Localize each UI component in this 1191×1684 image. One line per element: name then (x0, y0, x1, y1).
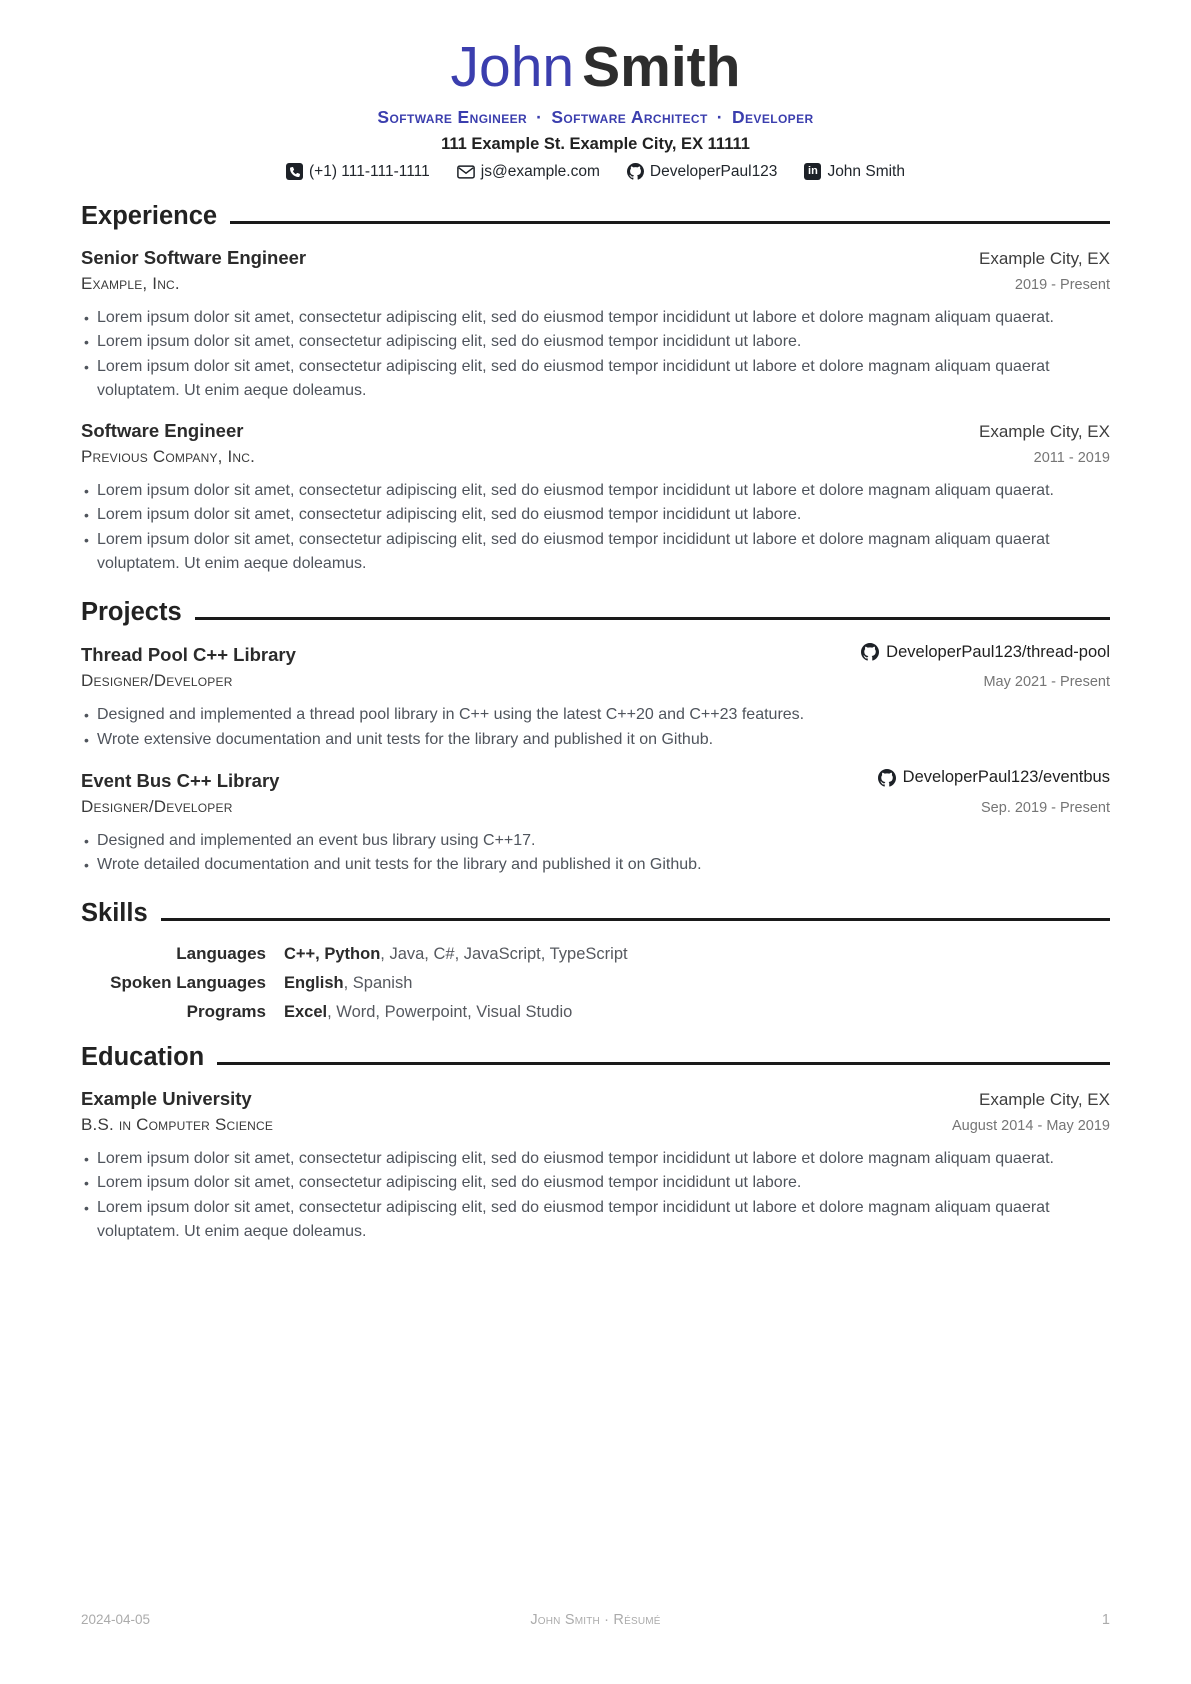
section-projects (81, 598, 1110, 878)
project-entry (81, 768, 1110, 878)
bullet-item: • Lorem ipsum dolor sit amet, consectetur adipiscing elit, sed do eiusmod tempor incididunt ut labore et dolore magnam aliquam quaerat. (81, 306, 1110, 331)
bullet-item: • Lorem ipsum dolor sit amet, consectetur adipiscing elit, sed do eiusmod tempor incididunt ut labore. (81, 503, 1110, 528)
job-title: Software Architect (551, 106, 708, 127)
experience-entry (81, 420, 1110, 577)
project-role: Designer/Developer (81, 796, 233, 816)
bullet-item: • Designed and implemented an event bus library using C++17. (81, 829, 1110, 854)
github-username: DeveloperPaul123 (649, 162, 778, 180)
project-repo-link[interactable] (861, 643, 1110, 662)
job-dates: 2019 - Present (1014, 276, 1110, 293)
email-address: js@example.com (480, 162, 600, 180)
job-bullets (81, 306, 1110, 404)
experience-entry (81, 247, 1110, 404)
section-education (81, 1043, 1110, 1245)
company-name: Previous Company, Inc. (81, 446, 256, 466)
job-dates: 2011 - 2019 (1033, 449, 1110, 466)
phone-number: (+1) 111-111-1111 (309, 162, 430, 180)
title-separator: · (536, 106, 543, 127)
contact-row (81, 163, 1110, 181)
section-title-education: Education (81, 1042, 205, 1071)
education-dates: August 2014 - May 2019 (952, 1117, 1110, 1134)
degree: B.S. in Computer Science (81, 1114, 274, 1134)
page-footer (81, 1612, 1110, 1628)
github-icon (861, 643, 879, 661)
linkedin-profile-link[interactable] (804, 163, 905, 181)
section-title-skills: Skills (81, 898, 148, 927)
repo-path: DeveloperPaul123/thread-pool (886, 642, 1110, 661)
job-role: Software Engineer (81, 419, 244, 441)
bullet-item: • Lorem ipsum dolor sit amet, consectetur adipiscing elit, sed do eiusmod tempor incididunt ut labore et dolore magnam aliquam quaerat voluptatem. Ut enim aeque doleamus. (81, 528, 1110, 577)
github-icon (878, 769, 896, 787)
bullet-item: • Lorem ipsum dolor sit amet, consectetur adipiscing elit, sed do eiusmod tempor incididunt ut labore. (81, 1171, 1110, 1196)
first-name: John (450, 35, 575, 99)
skill-category: Spoken Languages (110, 972, 266, 992)
footer-page-number: 1 (1101, 1612, 1110, 1628)
skill-row (81, 944, 1110, 964)
footer-title: John Smith · Résumé (530, 1612, 661, 1628)
skill-category: Languages (176, 943, 266, 963)
bullet-item: • Lorem ipsum dolor sit amet, consectetur adipiscing elit, sed do eiusmod tempor incididunt ut labore et dolore magnam aliquam quaerat voluptatem. Ut enim aeque doleamus. (81, 355, 1110, 404)
section-rule (217, 1062, 1110, 1065)
bullet-item: • Designed and implemented a thread pool library in C++ using the latest C++20 and C++23 features. (81, 703, 1110, 728)
footer-date: 2024-04-05 (81, 1612, 151, 1627)
project-role: Designer/Developer (81, 671, 233, 691)
project-name: Event Bus C++ Library (81, 769, 280, 791)
job-location: Example City, EX (978, 248, 1110, 268)
project-repo-link[interactable] (878, 768, 1110, 787)
section-skills (81, 899, 1110, 1022)
education-entry (81, 1088, 1110, 1245)
bullet-item: • Wrote detailed documentation and unit tests for the library and published it on Github. (81, 853, 1110, 878)
bullet-item: • Wrote extensive documentation and unit tests for the library and published it on Github. (81, 728, 1110, 753)
project-entry (81, 643, 1110, 753)
github-icon (627, 163, 644, 180)
bullet-item: • Lorem ipsum dolor sit amet, consectetur adipiscing elit, sed do eiusmod tempor incididunt ut labore et dolore magnam aliquam quaerat. (81, 479, 1110, 504)
linkedin-name: John Smith (827, 162, 905, 180)
full-name (81, 36, 1110, 99)
education-bullets (81, 1147, 1110, 1245)
skill-values: Excel, Word, Powerpoint, Visual Studio (284, 1002, 573, 1021)
project-dates: Sep. 2019 - Present (981, 799, 1110, 816)
skill-values: English, Spanish (284, 973, 413, 992)
job-bullets (81, 479, 1110, 577)
project-bullets (81, 703, 1110, 752)
last-name: Smith (582, 35, 741, 99)
job-title: Developer (731, 106, 814, 127)
job-titles (81, 107, 1110, 128)
title-separator: · (716, 106, 723, 127)
section-rule (195, 617, 1110, 620)
section-rule (230, 221, 1110, 224)
bullet-item: • Lorem ipsum dolor sit amet, consectetur adipiscing elit, sed do eiusmod tempor incididunt ut labore et dolore magnam aliquam quaerat voluptatem. Ut enim aeque doleamus. (81, 1196, 1110, 1245)
bullet-item: • Lorem ipsum dolor sit amet, consectetur adipiscing elit, sed do eiusmod tempor incididunt ut labore et dolore magnam aliquam quaerat. (81, 1147, 1110, 1172)
github-profile-link[interactable] (627, 163, 778, 181)
email-icon (457, 165, 475, 179)
section-experience (81, 202, 1110, 577)
repo-path: DeveloperPaul123/eventbus (902, 768, 1110, 787)
phone-icon (286, 163, 303, 180)
linkedin-icon: in (804, 163, 821, 180)
phone-link[interactable] (286, 163, 430, 181)
school-name: Example University (81, 1087, 252, 1109)
bullet-item: • Lorem ipsum dolor sit amet, consectetur adipiscing elit, sed do eiusmod tempor incididunt ut labore. (81, 330, 1110, 355)
project-name: Thread Pool C++ Library (81, 644, 296, 666)
skill-row (81, 973, 1110, 993)
job-location: Example City, EX (978, 421, 1110, 441)
skills-table (81, 944, 1110, 1022)
resume-header (81, 36, 1110, 181)
skill-row (81, 1002, 1110, 1022)
school-location: Example City, EX (978, 1089, 1110, 1109)
section-title-projects: Projects (81, 597, 182, 626)
job-title: Software Engineer (377, 106, 528, 127)
section-title-experience: Experience (81, 201, 218, 230)
project-dates: May 2021 - Present (983, 674, 1110, 691)
skill-category: Programs (186, 1001, 266, 1021)
project-bullets (81, 829, 1110, 878)
email-link[interactable] (457, 163, 600, 181)
skill-values: C++, Python, Java, C#, JavaScript, TypeScript (284, 944, 628, 963)
section-rule (161, 918, 1110, 921)
job-role: Senior Software Engineer (81, 246, 307, 268)
company-name: Example, Inc. (81, 273, 180, 293)
address: 111 Example St. Example City, EX 11111 (441, 134, 750, 153)
